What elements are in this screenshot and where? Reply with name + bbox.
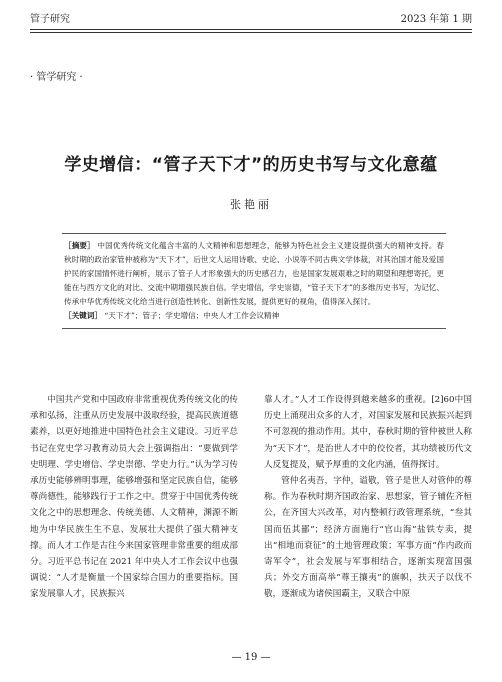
abstract-block — [62, 233, 446, 329]
abstract-label: ［摘要］ — [64, 241, 95, 250]
journal-name: 管子研究 — [30, 14, 70, 25]
article-title: 学史增信：“管子天下才”的历史书写与文化意蕴 — [64, 155, 438, 175]
issue-label: 2023 年第 1 期 — [400, 14, 472, 25]
keywords-paragraph — [64, 309, 444, 323]
body-paragraph: 中国共产党和中国政府非常重视优秀传统文化的传承和弘扬，注重从历史发展中汲取经验，提高民族道德素养，以更好地推进中国特色社会主义建设。习近平总书记在党史学习教育动员大会上强调指出：“要做到学史明理、学史增信、学史崇德、学史力行。”认为学习传承历史能够辨明事理，能够增强和坚定民族自信，能够尊尚德性，能够践行于工作之中。贯穿于中国优秀传统文化之中的思想理念、传统美德、人文精神，渊源不断地为中华民族生生不息、发展壮大提供了强大精神支撑。而人才工作是古往今来国家管理非常重要的组成部分。习近平总书记在 2021 年中央人才工作会议中也强调说：“人才是衡量一个国家综合国力的重要指标。国家发展靠人才，民族振兴 — [30, 395, 238, 600]
body-paragraph: 靠人才。”人才工作设得到越来越多的重视。[2]60中国历史上涌现出众多的人才，对国家发展和民族振兴起到不可忽视的推动作用。其中，春秋时期的管仲被世人称为“天下才”，是治世人才中的佼佼者，其功绩被历代文人反复提及，赋予厚重的文化内涵，值得探讨。 — [264, 395, 472, 470]
article-author: 张艳丽 — [230, 198, 272, 211]
body-paragraph: 管仲名夷吾，字仲，谥敬，管子是世人对管仲的尊称。作为春秋时期齐国政治家、思想家，管子辅佐齐桓公，在齐国大兴改革，对内整顿行政管理系统，“叁其国而伍其鄙”；经济方面施行“官山海”盐铁专卖，提出“相地而衰征”的土地管理政策；军事方面“作内政而寄军令”，社会发展与军事相结合，逐渐实现富国强兵；外交方面高举“尊王攘夷”的旗帜，扶天子以伐不敬，逐渐成为诸侯国霸主，又联合中原 — [264, 476, 472, 600]
abstract-text: 中国优秀传统文化蕴含丰富的人文精神和思想理念，能够为特色社会主义建设提供强大的精神支持。春秋时期的政治家管仲被称为“天下才”，后世文人运用诗歌、史论、小说等不同古典文学体裁，对其治国才能及爱国护民的家国情怀进行阐析，展示了管子人才形象强大的历史感召力，也是国家发展艰难之时的期望和理想寄托，更能在与西方文化的对比、交流中期增强民族自信。学史增信，学史崇德，“管子天下才”的多维历史书写，为记忆、传承中华优秀传统文化给当进行创造性转化、创新性发展，提供更好的视角，值得深入探讨。 — [64, 241, 444, 306]
section-tag: · 管学研究 · — [30, 72, 83, 83]
page-header — [30, 14, 472, 30]
header-rule — [30, 32, 472, 33]
body-column-right — [264, 392, 472, 603]
keywords-text: “天下才”；管子；学史增信；中央人才工作会议精神 — [104, 311, 280, 320]
body-column-left — [30, 392, 238, 603]
keywords-label: ［关键词］ — [64, 311, 102, 320]
page-number: — 19 — — [231, 652, 271, 663]
abstract-paragraph — [64, 239, 444, 309]
